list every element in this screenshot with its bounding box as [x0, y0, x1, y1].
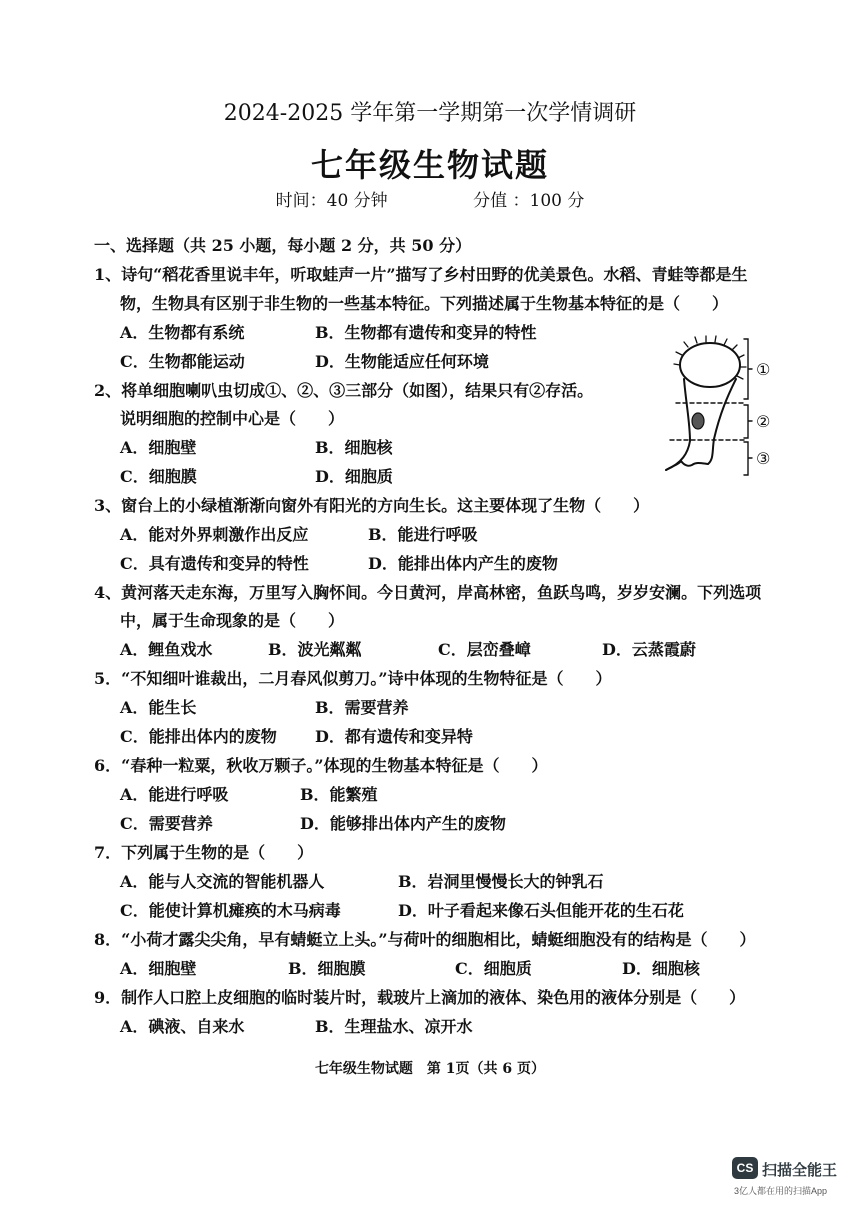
option: A．细胞壁 — [120, 438, 197, 457]
option: B．生理盐水、凉开水 — [315, 1017, 473, 1036]
option: C．具有遗传和变异的特性 — [120, 554, 309, 573]
option: A．碘液、自来水 — [120, 1017, 245, 1036]
diagram-label-3: ③ — [756, 449, 771, 468]
option: D．叶子看起来像石头但能开花的生石花 — [398, 901, 684, 920]
scanner-logo — [732, 1157, 842, 1199]
option: C．层峦叠嶂 — [438, 640, 531, 659]
exam-meta — [0, 186, 860, 211]
option: C．需要营养 — [120, 814, 213, 833]
question-text: 8．“小荷才露尖尖角，早有蜻蜓立上头。”与荷叶的细胞相比，蜻蜓细胞没有的结构是（ ） — [94, 930, 756, 949]
exam-time: 时间：40 分钟 — [275, 191, 388, 211]
question-text: 7．下列属于生物的是（ ） — [94, 843, 314, 862]
question-text: 2、将单细胞喇叭虫切成①、②、③三部分（如图），结果只有②存活。 — [94, 381, 594, 400]
exam-title: 七年级生物试题 — [310, 146, 549, 184]
option: D．细胞质 — [315, 467, 393, 486]
option: C．能排出体内的废物 — [120, 727, 277, 746]
option: D．生物能适应任何环境 — [315, 352, 489, 371]
diagram-label-1: ① — [756, 360, 771, 379]
option: D．细胞核 — [622, 959, 700, 978]
option: A．细胞壁 — [120, 959, 197, 978]
question-text: 中，属于生命现象的是（ ） — [120, 611, 345, 630]
option: A．生物都有系统 — [120, 323, 245, 342]
exam-score: 分值 ：100 分 — [473, 191, 585, 211]
exam-subtitle: 2024-2025 学年第一学期第一次学情调研 — [223, 101, 637, 126]
option: B．能繁殖 — [300, 785, 378, 804]
question-text: 3、窗台上的小绿植渐渐向窗外有阳光的方向生长。这主要体现了生物（ ） — [94, 496, 650, 515]
option: A．能生长 — [120, 698, 197, 717]
option: C．细胞质 — [455, 959, 532, 978]
stentor-diagram — [648, 333, 788, 483]
scanner-logo-tagline: 3亿人都在用的扫描App — [734, 1186, 828, 1196]
option: B．细胞核 — [315, 438, 393, 457]
option: A．能与人交流的智能机器人 — [120, 872, 325, 891]
option: D．能够排出体内产生的废物 — [300, 814, 506, 833]
diagram-label-2: ② — [756, 412, 771, 431]
scanner-logo-name: 扫描全能王 — [762, 1162, 838, 1179]
option: B．能进行呼吸 — [368, 525, 478, 544]
option: B．细胞膜 — [288, 959, 366, 978]
option: B．需要营养 — [315, 698, 409, 717]
question-text: 说明细胞的控制中心是（ ） — [120, 409, 345, 428]
option: C．能使计算机瘫痪的木马病毒 — [120, 901, 341, 920]
option: A．鲤鱼戏水 — [120, 640, 213, 659]
scanner-logo-icon: CS — [732, 1157, 758, 1179]
option: B．生物都有遗传和变异的特性 — [315, 323, 537, 342]
question-text: 6．“春种一粒粟，秋收万颗子。”体现的生物基本特征是（ ） — [94, 756, 548, 775]
option: D．能排出体内产生的废物 — [368, 554, 558, 573]
section-heading: 一、选择题（共 25 小题，每小题 2 分，共 50 分） — [94, 236, 472, 255]
option: D．云蒸霞蔚 — [602, 640, 696, 659]
question-text: 4、黄河落天走东海，万里写入胸怀间。今日黄河，岸高林密，鱼跃鸟鸣，岁岁安澜。下列选项 — [94, 583, 762, 602]
option: D．都有遗传和变异特 — [315, 727, 473, 746]
option: A．能对外界刺激作出反应 — [120, 525, 309, 544]
question-text: 9．制作人口腔上皮细胞的临时装片时，载玻片上滴加的液体、染色用的液体分别是（ ） — [94, 988, 746, 1007]
option: B．岩洞里慢慢长大的钟乳石 — [398, 872, 604, 891]
option: A．能进行呼吸 — [120, 785, 229, 804]
question-text: 1、诗句“稻花香里说丰年，听取蛙声一片”描写了乡村田野的优美景色。水稻、青蛙等都是生 — [94, 265, 748, 284]
question-text: 5．“不知细叶谁裁出，二月春风似剪刀。”诗中体现的生物特征是（ ） — [94, 669, 612, 688]
option: C．生物都能运动 — [120, 352, 245, 371]
option: B．波光粼粼 — [268, 640, 362, 659]
page-footer: 七年级生物试题 第 1页（共 6 页） — [314, 1061, 546, 1077]
option: C．细胞膜 — [120, 467, 197, 486]
question-text: 物，生物具有区别于非生物的一些基本特征。下列描述属于生物基本特征的是（ ） — [120, 294, 729, 313]
